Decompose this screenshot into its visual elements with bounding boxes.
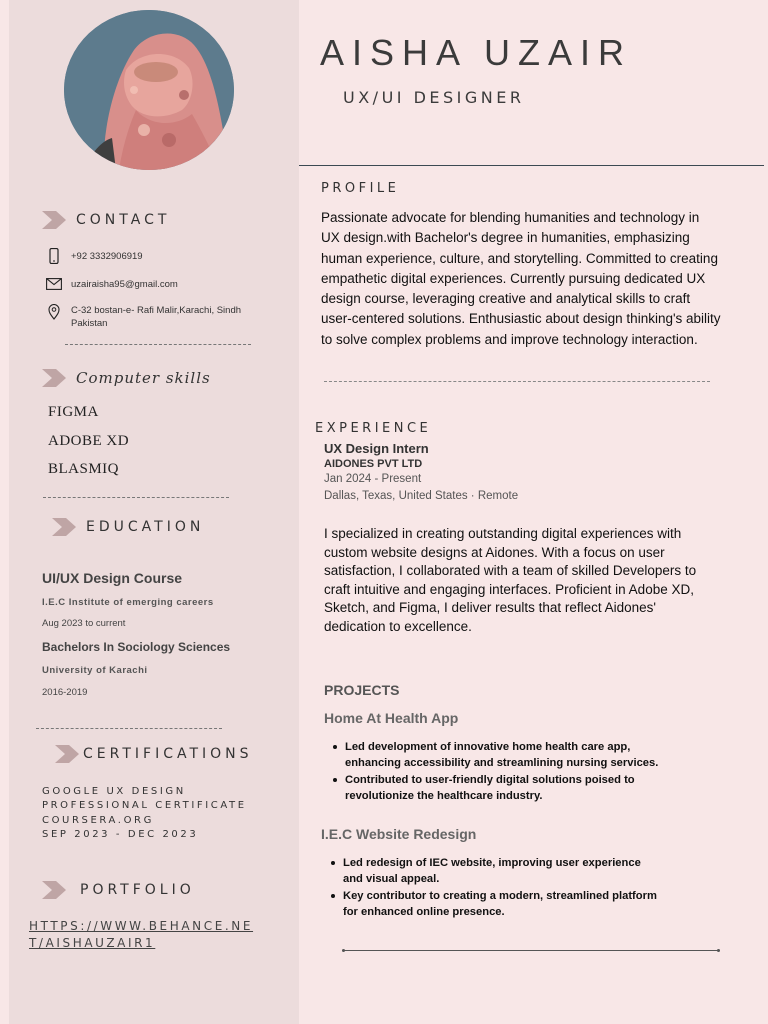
chevron-right-icon [52, 518, 76, 536]
footer-divider [343, 950, 719, 951]
experience-description: I specialized in creating outstanding digital experiences with custom website designs at Aidones. With a focus on user satisfaction, I collaborated with a team of skilled Developers to craft intuitive and engaging interfaces. Proficient in Adobe XD, Sketch, and Figma, I deliver results that reflect Aidones' dedication to excellence. [324, 526, 697, 634]
education-title-2: Bachelors In Sociology Sciences [42, 640, 231, 654]
chevron-right-icon [42, 211, 66, 229]
experience-dates: Jan 2024 - Present [324, 473, 422, 485]
job-title: UX/UI DESIGNER [343, 88, 525, 107]
experience-role: UX Design Intern [324, 441, 429, 456]
project-title: I.E.C Website Redesign [321, 826, 477, 842]
profile-summary: Passionate advocate for blending humanities and technology in UX design.with Bachelor's degree in humanities, emphasizing human experience, culture, and storytelling. Committed to creating empathetic digital experiences. Currently pursuing dedicated UX design course, leveraging creative and analytical skills to craft user-centered solutions. Enthusiastic about design thinking's ability to solve complex problems and improve technology interaction. [321, 210, 721, 347]
experience-company: AIDONES PVT LTD [324, 458, 423, 470]
experience-location: Dallas, Texas, United States · Remote [324, 490, 519, 502]
portfolio-heading [42, 881, 195, 899]
page-title: AISHA UZAIR [320, 32, 633, 73]
sidebar [9, 0, 299, 1024]
address-text: C-32 bostan-e- Rafi Malir,Karachi, Sindh Pakistan [71, 305, 242, 329]
skills-heading [42, 369, 211, 387]
location-pin-icon [45, 304, 63, 320]
certifications-title: CERTIFICATIONS [83, 746, 253, 762]
education-school-2: University of Karachi [42, 665, 148, 676]
chevron-right-icon [42, 881, 66, 899]
skill-item: FIGMA [48, 404, 99, 420]
certification-line: PROFESSIONAL CERTIFICATE [42, 800, 247, 811]
education-school-1: I.E.C Institute of emerging careers [42, 597, 214, 608]
skill-item: BLASMIQ [48, 461, 120, 477]
skills-title: Computer skills [76, 369, 211, 387]
list-item: Contributed to user-friendly digital solutions poised to revolutionize the healthcare industry. [329, 772, 669, 805]
project-title: Home At Health App [324, 710, 459, 726]
education-title: EDUCATION [86, 519, 205, 535]
divider [36, 728, 222, 729]
skill-item: ADOBE XD [48, 433, 130, 449]
projects-heading: PROJECTS [324, 682, 400, 698]
portfolio-title: PORTFOLIO [80, 882, 195, 898]
education-title-1: UI/UX Design Course [42, 570, 183, 586]
list-item: Led redesign of IEC website, improving user experience and visual appeal. [327, 855, 657, 888]
portfolio-link[interactable]: HTTPS://WWW.BEHANCE.NET/AISHAUZAIR1 [29, 919, 254, 950]
certifications-heading [55, 745, 253, 763]
certification-line: SEP 2023 - DEC 2023 [42, 829, 199, 840]
experience-heading: EXPERIENCE [315, 421, 432, 436]
chevron-right-icon [42, 369, 66, 387]
project-bullets [329, 739, 669, 804]
profile-photo [64, 10, 234, 170]
education-heading [52, 518, 204, 536]
certification-line: GOOGLE UX DESIGN [42, 786, 186, 797]
contact-phone [45, 248, 271, 264]
divider [324, 381, 710, 382]
education-date-1: Aug 2023 to current [42, 618, 126, 629]
main-content [299, 0, 768, 1024]
email-address[interactable]: uzairaisha95@gmail.com [71, 279, 178, 290]
project-bullets [327, 855, 657, 920]
contact-title: CONTACT [76, 212, 171, 228]
contact-address [45, 304, 271, 330]
profile-heading: PROFILE [321, 181, 400, 196]
list-item: Led development of innovative home health care app, enhancing accessibility and streamlining nursing services. [329, 739, 669, 772]
contact-email [45, 278, 271, 291]
education-date-2: 2016-2019 [42, 687, 88, 698]
divider [65, 344, 251, 345]
phone-icon [45, 248, 63, 264]
divider [43, 497, 229, 498]
contact-heading [42, 211, 170, 229]
list-item: Key contributor to creating a modern, streamlined platform for enhanced online presence. [327, 888, 657, 921]
phone-number[interactable]: +92 3332906919 [71, 251, 143, 262]
chevron-right-icon [55, 745, 79, 763]
header-divider [299, 165, 764, 166]
mail-icon [45, 278, 63, 290]
certification-line: COURSERA.ORG [42, 815, 154, 826]
